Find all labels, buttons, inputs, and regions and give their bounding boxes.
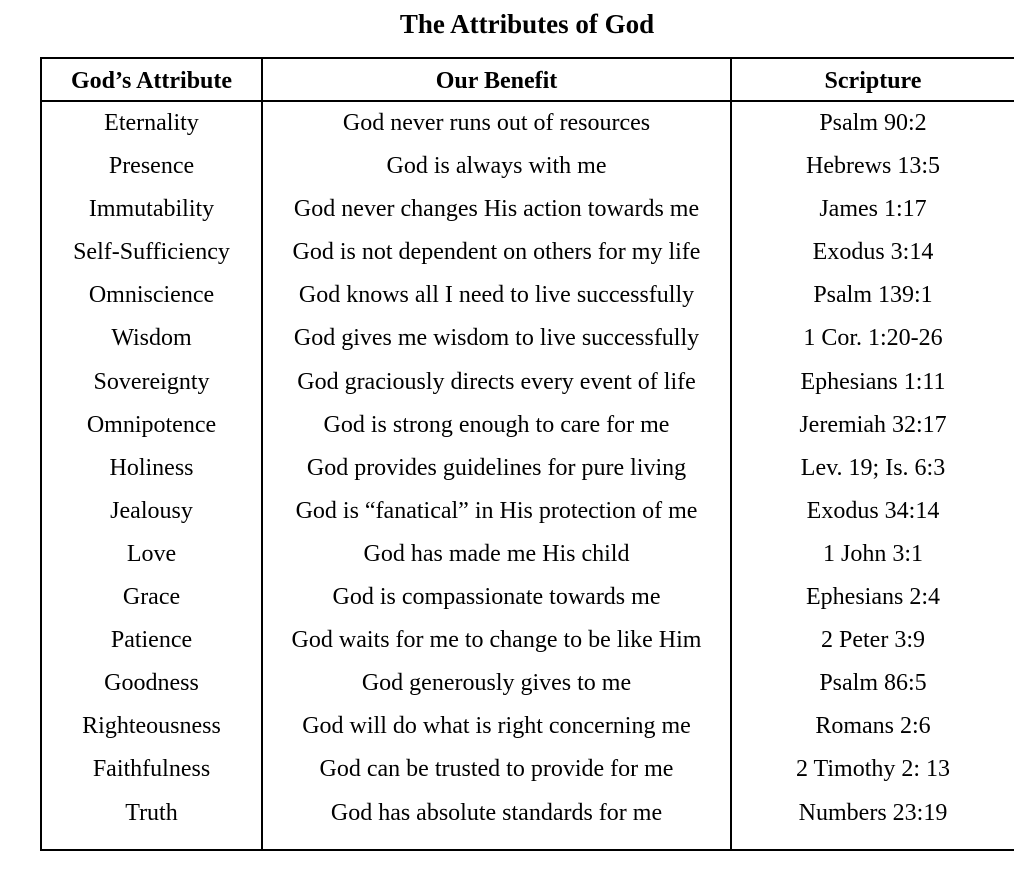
benefit-cell: God can be trusted to provide for me: [319, 756, 674, 783]
header-benefit: Our Benefit: [435, 68, 558, 94]
table-row: [42, 534, 1014, 577]
scripture-cell: Psalm 86:5: [819, 670, 927, 697]
scripture-cell: James 1:17: [819, 196, 927, 223]
attribute-cell: Omniscience: [88, 282, 215, 309]
benefit-cell: God provides guidelines for pure living: [306, 454, 687, 481]
scripture-cell: Lev. 19; Is. 6:3: [800, 454, 946, 481]
scripture-cell: Psalm 139:1: [813, 282, 933, 309]
benefit-cell: God is always with me: [386, 153, 607, 180]
table-row: [42, 189, 1014, 232]
attribute-cell: Eternality: [104, 110, 199, 136]
attribute-cell: Grace: [122, 584, 181, 611]
scripture-cell: Jeremiah 32:17: [799, 411, 947, 438]
attribute-cell: Righteousness: [82, 713, 221, 740]
attribute-cell: Presence: [108, 153, 195, 180]
table-row: [42, 491, 1014, 534]
scripture-cell: Exodus 34:14: [806, 497, 940, 524]
benefit-cell: God never changes His action towards me: [293, 196, 700, 223]
table-row: [42, 448, 1014, 491]
scripture-cell: 1 Cor. 1:20-26: [803, 325, 943, 352]
attribute-cell: Holiness: [109, 454, 194, 481]
attribute-cell: Patience: [110, 627, 193, 654]
benefit-cell: God gives me wisdom to live successfully: [293, 325, 700, 352]
scripture-cell: Romans 2:6: [815, 713, 931, 740]
attribute-cell: Omnipotence: [86, 411, 217, 438]
benefit-cell: God knows all I need to live successfully: [298, 282, 695, 309]
table-row: [42, 749, 1014, 792]
scripture-cell: Numbers 23:19: [798, 799, 948, 826]
benefit-cell: God generously gives to me: [361, 670, 632, 697]
scripture-cell: Hebrews 13:5: [806, 153, 940, 180]
attribute-cell: Sovereignty: [93, 368, 210, 395]
table-row: [42, 620, 1014, 663]
table-row: [42, 405, 1014, 448]
benefit-cell: God never runs out of resources: [342, 110, 651, 136]
attribute-cell: Wisdom: [111, 325, 192, 352]
benefit-cell: God graciously directs every event of life: [297, 368, 696, 395]
table-header-row: [42, 59, 1014, 101]
benefit-cell: God is not dependent on others for my life: [292, 239, 701, 266]
benefit-cell: God has absolute standards for me: [330, 799, 663, 826]
benefit-cell: God is strong enough to care for me: [323, 411, 670, 438]
scripture-cell: 2 Timothy 2: 13: [795, 756, 951, 783]
attributes-table: [40, 57, 1014, 851]
table-row: [42, 793, 1014, 836]
benefit-cell: God will do what is right concerning me: [302, 713, 691, 740]
scripture-cell: 1 John 3:1: [822, 540, 923, 567]
scripture-cell: Ephesians 2:4: [806, 584, 940, 611]
table-row: [42, 663, 1014, 706]
attribute-cell: Love: [126, 540, 177, 567]
scripture-cell: Psalm 90:2: [819, 110, 927, 136]
scripture-cell: Exodus 3:14: [812, 239, 934, 266]
header-scripture: Scripture: [824, 68, 922, 94]
attribute-cell: Faithfulness: [92, 756, 211, 783]
table-row: [42, 577, 1014, 620]
benefit-cell: God is compassionate towards me: [332, 584, 661, 611]
table-row: [42, 275, 1014, 318]
scripture-cell: Ephesians 1:11: [800, 368, 946, 395]
table-row: [42, 232, 1014, 275]
attribute-cell: Jealousy: [110, 497, 193, 524]
table-body: [42, 103, 1014, 836]
attribute-cell: Goodness: [104, 670, 199, 697]
attribute-cell: Truth: [125, 799, 178, 826]
benefit-cell: God has made me His child: [363, 540, 630, 567]
table-row: [42, 146, 1014, 189]
table-row: [42, 318, 1014, 361]
attribute-cell: Self-Sufficiency: [73, 239, 230, 266]
benefit-cell: God is “fanatical” in His protection of me: [295, 497, 698, 524]
page-title: The Attributes of God: [399, 9, 655, 39]
header-attribute: God’s Attribute: [70, 68, 233, 94]
scripture-cell: 2 Peter 3:9: [821, 627, 925, 654]
table-row: [42, 103, 1014, 146]
table-row: [42, 706, 1014, 749]
benefit-cell: God waits for me to change to be like Him: [291, 627, 702, 654]
attribute-cell: Immutability: [88, 196, 215, 223]
table-row: [42, 362, 1014, 405]
